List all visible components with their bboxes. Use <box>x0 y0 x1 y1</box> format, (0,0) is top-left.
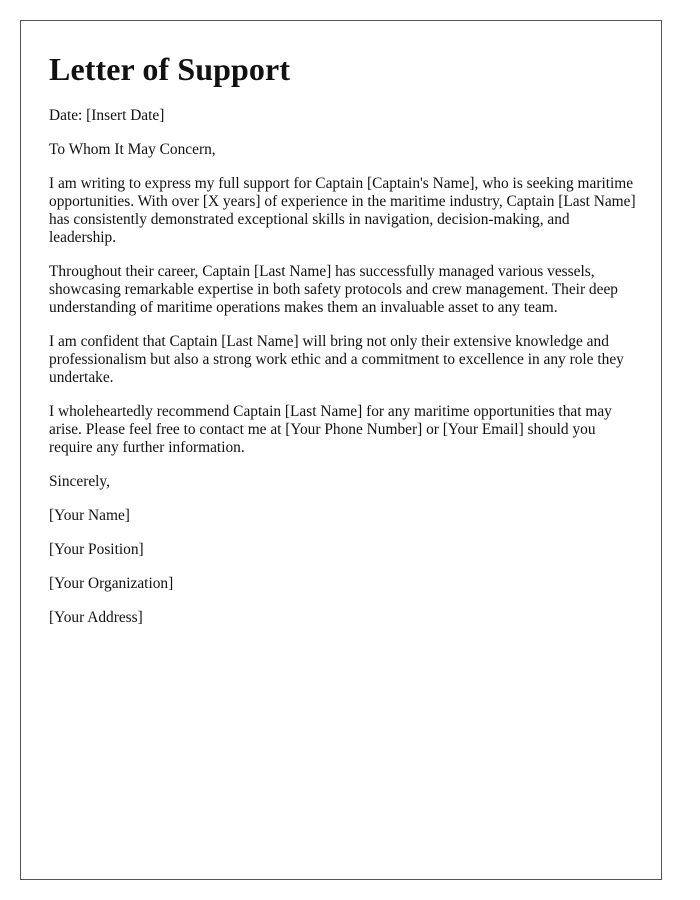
body-paragraph-2: Throughout their career, Captain [Last Name] has successfully managed various vessels, showcasing remarkable expertise in both safety protocols and crew management. Their deep understanding of maritime operations makes them an invaluable asset to any team. <box>49 263 618 316</box>
signature-address: [Your Address] <box>49 609 143 626</box>
salutation: To Whom It May Concern, <box>49 141 216 158</box>
letter-title: Letter of Support <box>49 51 291 87</box>
letter-page <box>20 20 662 880</box>
closing: Sincerely, <box>49 473 110 490</box>
date-line: Date: [Insert Date] <box>49 107 165 124</box>
body-paragraph-3: I am confident that Captain [Last Name] will bring not only their extensive knowledge and professionalism but also a strong work ethic and a commitment to excellence in any role they undertake. <box>49 333 624 386</box>
signature-name: [Your Name] <box>49 507 130 524</box>
body-paragraph-1: I am writing to express my full support for Captain [Captain's Name], who is seeking maritime opportunities. With over [X years] of experience in the maritime industry, Captain [Last Name] has consistently demonstrated exceptional skills in navigation, decision-making, and leadership. <box>49 175 636 246</box>
body-paragraph-4: I wholeheartedly recommend Captain [Last Name] for any maritime opportunities that may arise. Please feel free to contact me at [Your Phone Number] or [Your Email] should you require any further information. <box>49 403 612 456</box>
letter-content <box>49 49 639 643</box>
signature-organization: [Your Organization] <box>49 575 174 592</box>
signature-position: [Your Position] <box>49 541 144 558</box>
